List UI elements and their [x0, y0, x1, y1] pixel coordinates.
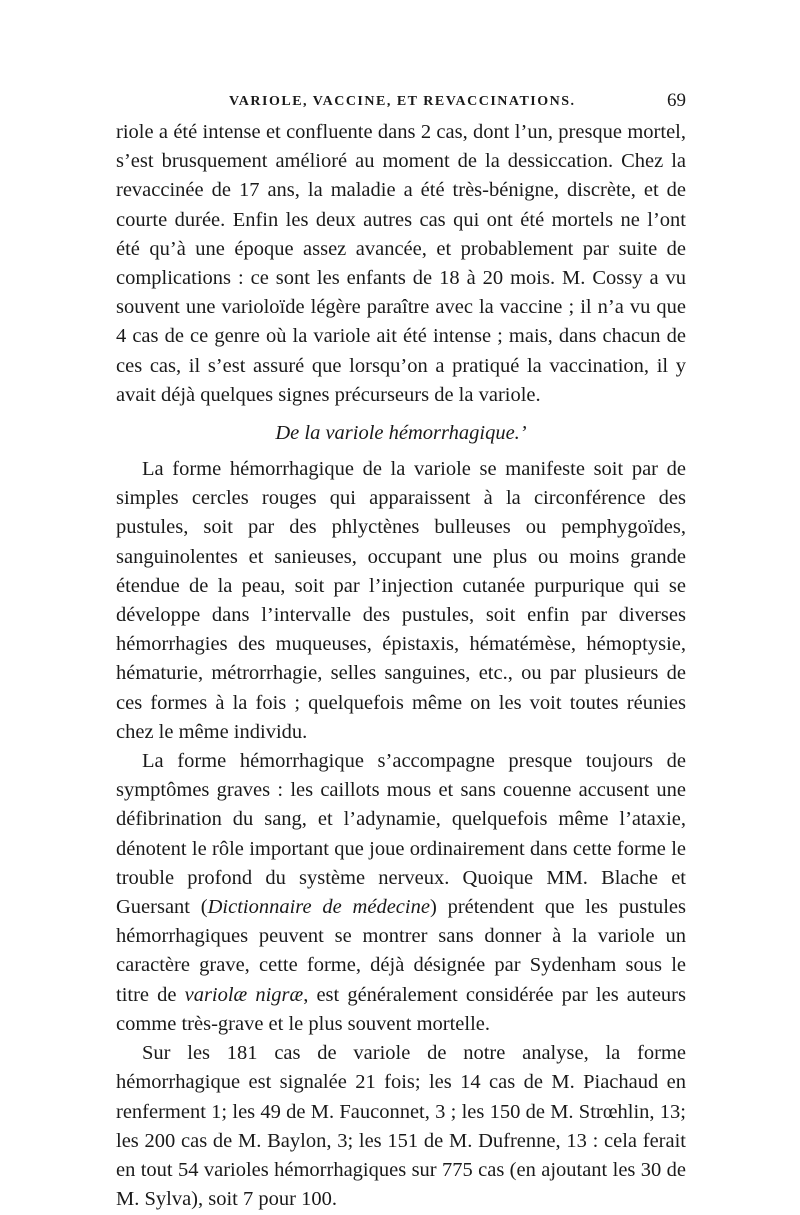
running-head [116, 88, 686, 118]
paragraph-statistics: Sur les 181 cas de variole de notre analyse, la forme hémorrhagique est signalée 21 fois; les 14 cas de M. Piachaud en renferment 1; les 49 de M. Fauconnet, 3 ; les 150 de M. Strœhlin, 13; les 200 cas de M. Baylon, 3; les 151 de M. Dufrenne, 13 : cela ferait en tout 54 varioles hémorrhagiques sur 775 cas (en ajoutant les 30 de M. Sylva), soit 7 pour 100. [116, 1042, 686, 1211]
paragraph-hemorrhagic-forms: La forme hémorrhagique de la variole se manifeste soit par de simples cercles rouges qui apparaissent à la circonférence des pustules, soit par des phlyctènes bulleuses ou pemphygoïdes, sanguinolentes et sanieuses, occupant une plus ou moins grande étendue de la peau, soit par l’injection cutanée purpurique qui se développe dans l’intervalle des pustules, soit enfin par diverses hémorrhagies des muqueuses, épistaxis, hématémèse, hémoptysie, hématurie, métrorrhagie, selles sanguines, etc., ou par plusieurs de ces formes à la fois ; quelquefois même on les voit toutes réunies chez le même individu. [116, 458, 686, 743]
paragraph-continuation: riole a été intense et confluente dans 2 cas, dont l’un, presque mortel, s’est brusquement amélioré au moment de la dessiccation. Chez la revaccinée de 17 ans, la maladie a été très-bénigne, discrète, et de courte durée. Enfin les deux autres cas qui ont été mortels ne l’ont été qu’à une époque assez avancée, et probablement par suite de complications : ce sont les enfants de 18 à 20 mois. M. Cossy a vu souvent une varioloïde légère paraître avec la vaccine ; il n’a vu que 4 cas de ce genre où la variole ait été intense ; mais, dans chacun de ces cas, il s’est assuré que lorsqu’on a pratiqué la vaccination, il y avait déjà quelques signes précurseurs de la variole. [116, 121, 686, 406]
paragraph-symptoms-part2: ) prétendent que les pustules hémorrhagiques peuvent se montrer sans donner à la variole un caractère grave, cette forme, déjà désignée par Sydenham sous le titre de [116, 896, 686, 1006]
running-title: VARIOLE, VACCINE, ET REVACCINATIONS. [229, 94, 576, 109]
paragraph-symptoms-part3: , est généralement considérée par les auteurs comme très-grave et le plus souvent mortelle. [116, 983, 686, 1035]
paragraph-symptoms-part1: La forme hémorrhagique s’accompagne presque toujours de symptômes graves : les caillots mous et sans couenne accusent une défibrination du sang, et l’adynamie, quelquefois même l’ataxie, dénotent le rôle important que joue ordinairement dans cette forme le trouble profond du système nerveux. Quoique MM. Blache et Guersant ( [116, 750, 686, 919]
paragraph-symptoms [116, 747, 686, 1039]
page-number: 69 [667, 90, 686, 111]
section-heading: De la variole hémorrhagique.’ [275, 422, 527, 445]
latin-term: variolæ nigræ [184, 983, 304, 1006]
cited-work-title: Dictionnaire de médecine [207, 896, 430, 919]
book-page [116, 88, 686, 1214]
